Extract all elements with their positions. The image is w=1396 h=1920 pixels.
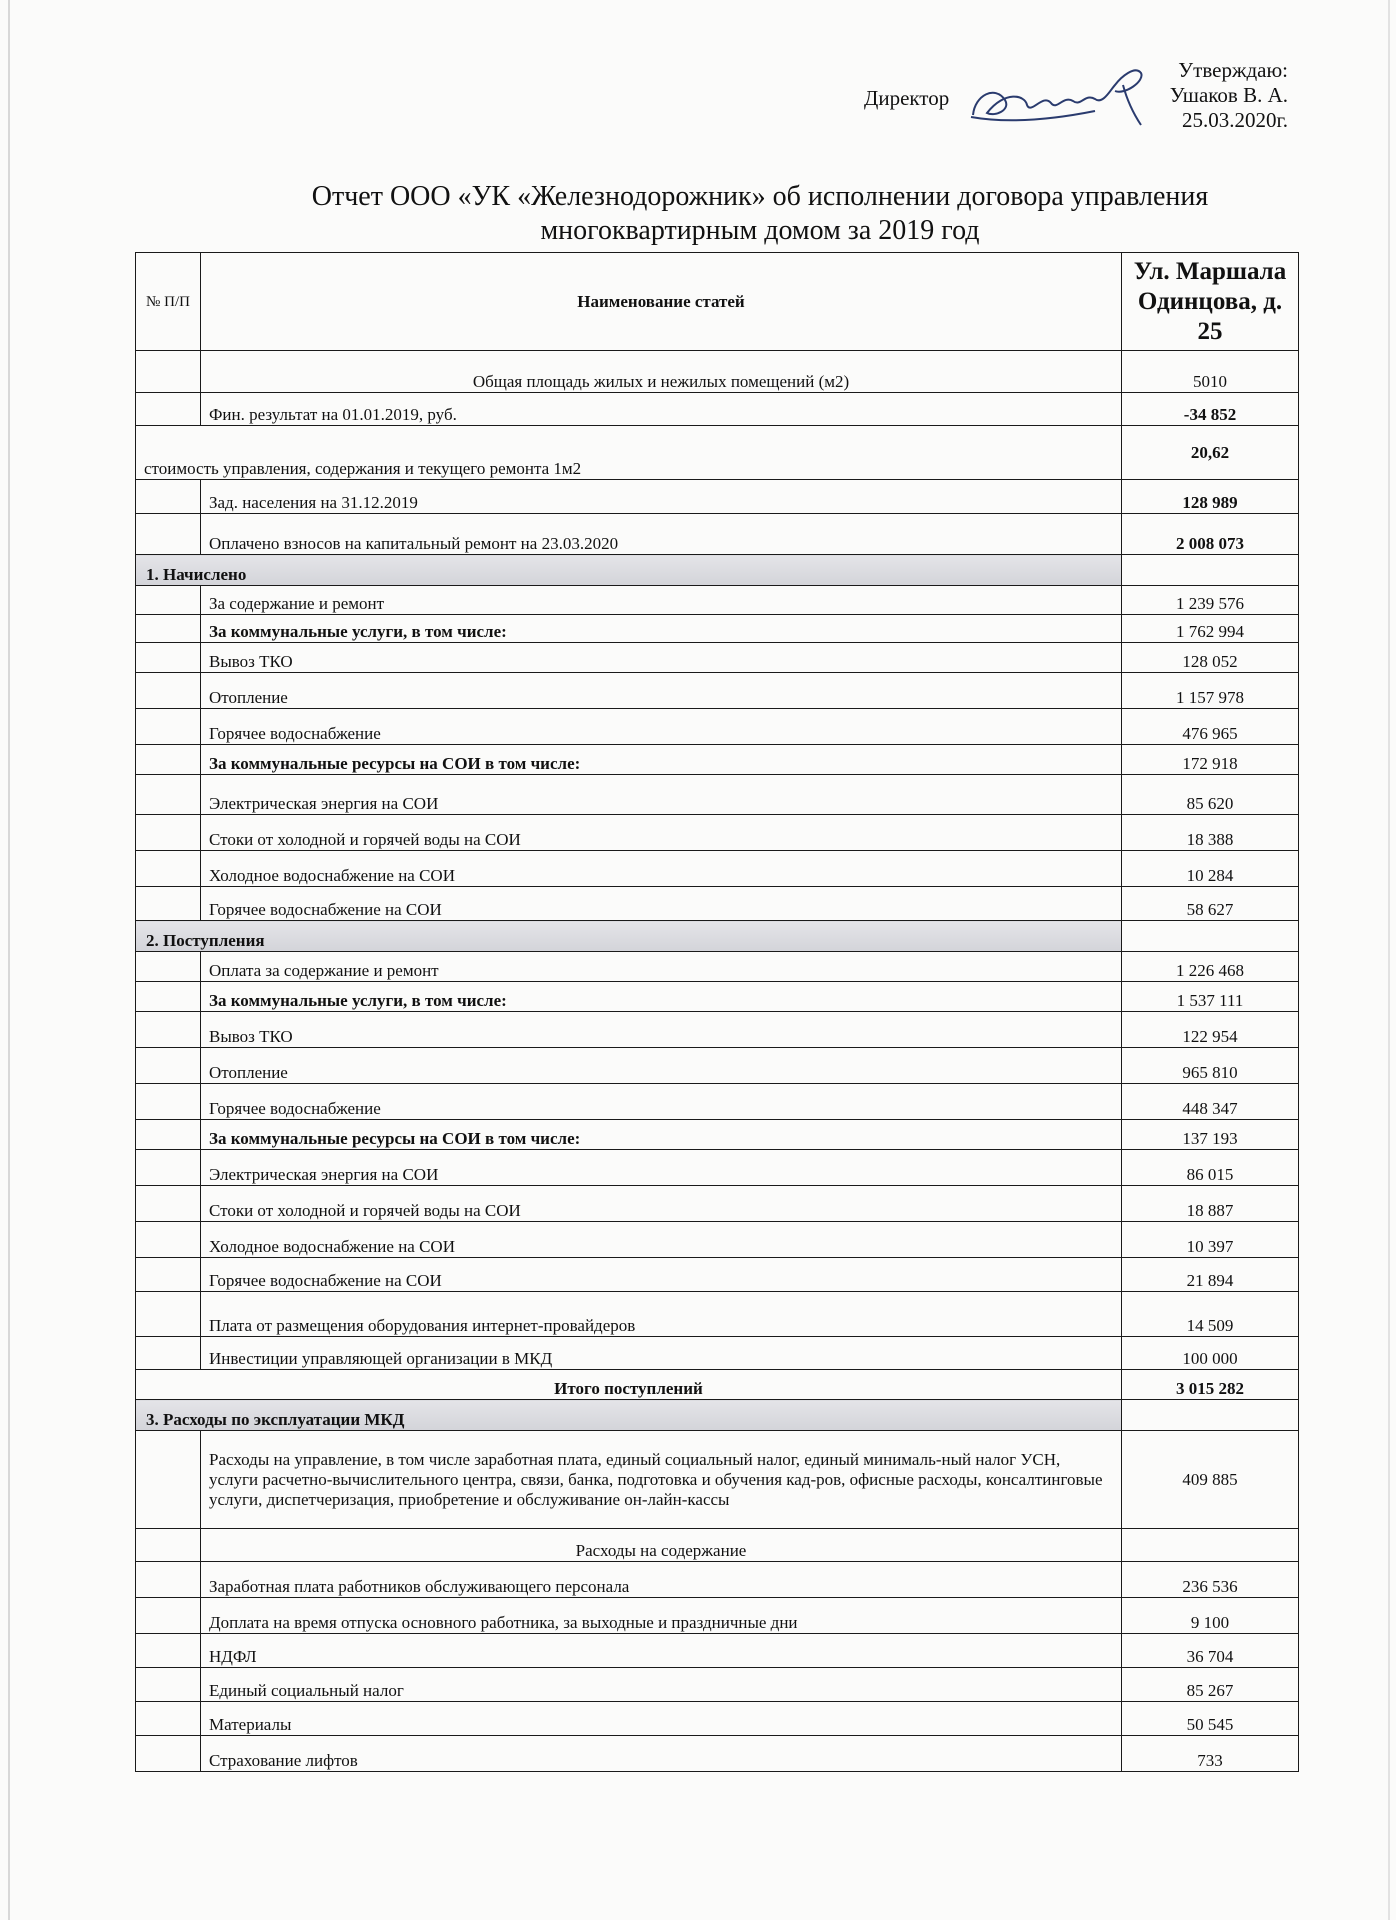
row-label: НДФЛ [201,1634,1122,1668]
row-label: Вывоз ТКО [201,643,1122,673]
table-row [136,709,1299,745]
header-num: № П/П [136,253,201,351]
page-edge [8,0,10,1920]
row-value: 18 388 [1122,815,1299,851]
row-label: Электрическая энергия на СОИ [201,1150,1122,1186]
row-label: Электрическая энергия на СОИ [201,775,1122,815]
cost-value: 20,62 [1122,426,1299,480]
row-value: 86 015 [1122,1150,1299,1186]
maintenance-heading: Расходы на содержание [201,1529,1122,1562]
row-value: 1 157 978 [1122,673,1299,709]
row-value: 137 193 [1122,1120,1299,1150]
row-label: За содержание и ремонт [201,586,1122,615]
header-name: Наименование статей [201,253,1122,351]
expenses-section-row [136,1400,1299,1431]
row-label: Холодное водоснабжение на СОИ [201,1222,1122,1258]
row-value: 14 509 [1122,1292,1299,1337]
fin-label: Фин. результат на 01.01.2019, руб. [201,393,1122,426]
table-row [136,1084,1299,1120]
row-label: Единый социальный налог [201,1668,1122,1702]
row-label: Оплата за содержание и ремонт [201,952,1122,982]
row-value: 172 918 [1122,745,1299,775]
row-value: 1 537 111 [1122,982,1299,1012]
row-value: 85 267 [1122,1668,1299,1702]
accrued-section-row [136,555,1299,586]
table-row [136,1292,1299,1337]
receipts-total-value: 3 015 282 [1122,1370,1299,1400]
table-row [136,1562,1299,1598]
row-label: Материалы [201,1702,1122,1736]
table-row [136,887,1299,921]
row-value: 122 954 [1122,1012,1299,1048]
debt-value: 128 989 [1122,480,1299,514]
table-row [136,1736,1299,1772]
receipts-total-row [136,1370,1299,1400]
area-value: 5010 [1122,351,1299,393]
management-row [136,1431,1299,1529]
accrued-section-title: 1. Начислено [136,555,1122,586]
row-label: Стоки от холодной и горячей воды на СОИ [201,815,1122,851]
row-value: 448 347 [1122,1084,1299,1120]
row-value: 85 620 [1122,775,1299,815]
table-row [136,426,1299,480]
row-value: 1 239 576 [1122,586,1299,615]
director-label: Директор [864,86,950,110]
table-row [136,745,1299,775]
fin-value: -34 852 [1122,393,1299,426]
row-value: 1 762 994 [1122,615,1299,643]
title-line-2: многоквартирным домом за 2019 год [540,215,980,246]
row-label: За коммунальные услуги, в том числе: [201,982,1122,1012]
table-row [136,815,1299,851]
table-row [136,1048,1299,1084]
title-line-1: Отчет ООО «УК «Железнодорожник» об исполнении договора управления [311,181,1209,212]
row-value: 36 704 [1122,1634,1299,1668]
receipts-section-row [136,921,1299,952]
row-label: Отопление [201,1048,1122,1084]
table-row [136,615,1299,643]
approval-line: Утверждаю: [1178,58,1288,82]
table-row [136,775,1299,815]
row-label: Стоки от холодной и горячей воды на СОИ [201,1186,1122,1222]
capital-value: 2 008 073 [1122,514,1299,555]
approval-date: 25.03.2020г. [1182,108,1288,132]
document-title [200,180,1320,248]
table-row [136,1598,1299,1634]
management-label: Расходы на управление, в том числе заработная плата, единый социальный налог, единый минималь-ный налог УСН, услуги расчетно-вычислительного центра, связи, банка, подготовка и обучения кад-ров, офисные расходы, консалтинговые услуги, диспетчеризация, приобретение и обслуживание он-лайн-кассы [201,1431,1122,1529]
cost-label: стоимость управления, содержания и текущего ремонта 1м2 [136,426,1122,480]
row-label: За коммунальные ресурсы на СОИ в том числе: [201,745,1122,775]
row-label: Инвестиции управляющей организации в МКД [201,1337,1122,1370]
row-value: 128 052 [1122,643,1299,673]
table-row [136,643,1299,673]
row-label: Горячее водоснабжение [201,709,1122,745]
row-value: 10 397 [1122,1222,1299,1258]
page-edge [1388,0,1390,1920]
table-row [136,351,1299,393]
row-label: За коммунальные ресурсы на СОИ в том числе: [201,1120,1122,1150]
row-label: За коммунальные услуги, в том числе: [201,615,1122,643]
row-value: 1 226 468 [1122,952,1299,982]
row-value: 58 627 [1122,887,1299,921]
table-header-row [136,253,1299,351]
table-row [136,514,1299,555]
row-value: 10 284 [1122,851,1299,887]
row-label: Холодное водоснабжение на СОИ [201,851,1122,887]
table-row [136,851,1299,887]
approval-block [1138,58,1288,133]
row-value: 21 894 [1122,1258,1299,1292]
table-row [136,673,1299,709]
row-label: Горячее водоснабжение на СОИ [201,887,1122,921]
row-label: Доплата на время отпуска основного работника, за выходные и праздничные дни [201,1598,1122,1634]
table-row [136,1634,1299,1668]
area-label: Общая площадь жилых и нежилых помещений (м2) [201,351,1122,393]
table-row [136,1186,1299,1222]
row-value: 236 536 [1122,1562,1299,1598]
table-row [136,1702,1299,1736]
capital-label: Оплачено взносов на капитальный ремонт на 23.03.2020 [201,514,1122,555]
table-row [136,1258,1299,1292]
row-value: 18 887 [1122,1186,1299,1222]
management-value: 409 885 [1122,1431,1299,1529]
receipts-section-title: 2. Поступления [136,921,1122,952]
table-row [136,1222,1299,1258]
row-value: 965 810 [1122,1048,1299,1084]
row-value: 733 [1122,1736,1299,1772]
table-row [136,952,1299,982]
table-row [136,1120,1299,1150]
receipts-total-label: Итого поступлений [136,1370,1122,1400]
table-row [136,1150,1299,1186]
row-label: Страхование лифтов [201,1736,1122,1772]
row-label: Отопление [201,673,1122,709]
row-value: 100 000 [1122,1337,1299,1370]
table-row [136,1337,1299,1370]
row-value: 476 965 [1122,709,1299,745]
row-value: 9 100 [1122,1598,1299,1634]
table-row [136,480,1299,514]
expenses-section-title: 3. Расходы по эксплуатации МКД [136,1400,1122,1431]
signature [965,55,1165,145]
row-label: Плата от размещения оборудования интернет-провайдеров [201,1292,1122,1337]
header-value: Ул. Маршала Одинцова, д. 25 [1122,253,1299,351]
row-label: Вывоз ТКО [201,1012,1122,1048]
maintenance-heading-row [136,1529,1299,1562]
table-row [136,586,1299,615]
row-label: Горячее водоснабжение на СОИ [201,1258,1122,1292]
report-table [135,252,1299,1772]
row-label: Заработная плата работников обслуживающего персонала [201,1562,1122,1598]
table-row [136,1012,1299,1048]
table-row [136,1668,1299,1702]
table-row [136,393,1299,426]
row-value: 50 545 [1122,1702,1299,1736]
approval-name: Ушаков В. А. [1169,83,1288,107]
table-row [136,982,1299,1012]
debt-label: Зад. населения на 31.12.2019 [201,480,1122,514]
row-label: Горячее водоснабжение [201,1084,1122,1120]
